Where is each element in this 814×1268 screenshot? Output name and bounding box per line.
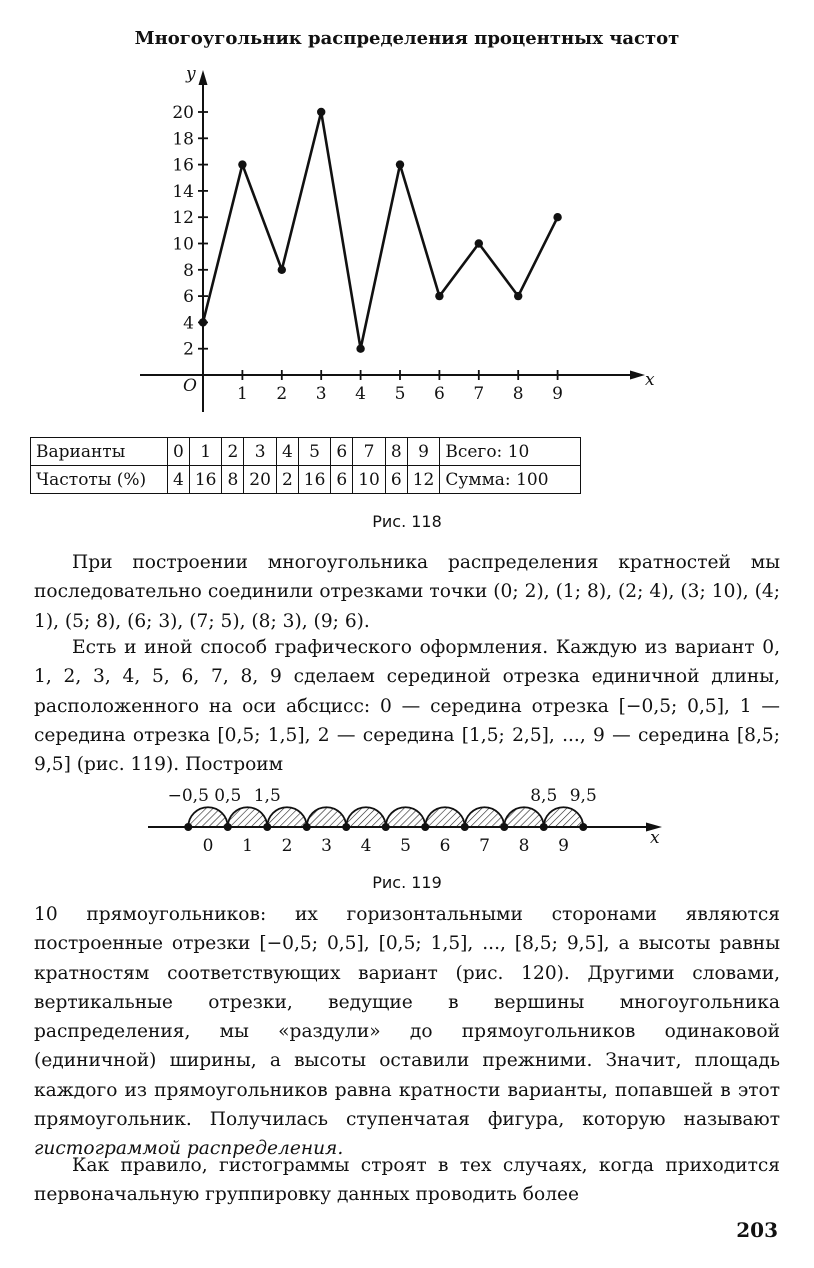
half-disc [228, 807, 268, 827]
endpoint-dot [500, 823, 508, 831]
endpoint-dot [579, 823, 587, 831]
number-line-x-label: x [650, 828, 660, 848]
table-cell: 16 [189, 466, 222, 494]
paragraph-1: При построении многоугольника распределения кратностей мы последовательно соединили отрезками точки (0; 2), (1; 8), (2; 4), (3; 10), (4; 1), (5; 8), (6; 3), (7; 5), (8; 3), (9; 6). [34, 552, 780, 632]
table-cell: 8 [222, 466, 244, 494]
endpoint-dot [421, 823, 429, 831]
y-tick-label: 18 [172, 129, 194, 150]
y-tick-label: 2 [183, 339, 194, 360]
half-disc [465, 807, 505, 827]
number-line-label: 4 [360, 836, 372, 856]
table-cell: 16 [298, 466, 331, 494]
x-tick-label: 4 [355, 384, 367, 404]
y-tick-label: 12 [172, 208, 194, 229]
endpoint-label: 9,5 [569, 786, 597, 806]
x-tick-label: 8 [512, 384, 524, 404]
number-line-label: 7 [479, 836, 490, 856]
endpoint-label: 8,5 [530, 786, 558, 806]
table-row-variants [31, 438, 581, 466]
table-cell: 1 [189, 438, 222, 466]
table-total: Сумма: 100 [440, 466, 581, 494]
y-tick-label: 16 [172, 155, 194, 176]
x-tick-label: 7 [473, 384, 485, 404]
half-disc [425, 807, 465, 827]
half-disc [346, 807, 386, 827]
endpoint-dot [540, 823, 548, 831]
paragraph-3-text: 10 прямоугольников: их горизонтальными сторонами являются построенные отрезки [−0,5; 0,5], [0,5; 1,5], ..., [8,5; 9,5], а высоты равны кратностям соответствующих вариант (рис. 120). Другими словами, вертикальные отрезки, ведущие в вершины многоугольника распределения, мы «раздули» до прямоугольников одинаковой (единичной) ширины, а высоты оставили прежними. Значит, площадь каждого из прямоугольников равна кратности варианты, попавшей в этот прямоугольник. Получилась ступенчатая фигура, которую называют [34, 904, 780, 1131]
endpoint-dot [224, 823, 232, 831]
number-line-figure [140, 782, 680, 862]
data-point [475, 239, 483, 247]
data-point [278, 266, 286, 274]
frequency-table [30, 437, 581, 494]
x-tick-label: 1 [236, 384, 248, 404]
data-point [199, 318, 207, 326]
y-tick-label: 6 [183, 287, 194, 308]
half-disc [504, 807, 544, 827]
half-disc [544, 807, 584, 827]
table-cell: 0 [168, 438, 190, 466]
y-axis-arrow [199, 70, 208, 85]
endpoint-dot [382, 823, 390, 831]
y-tick-label: 20 [172, 103, 194, 123]
half-disc [267, 807, 307, 827]
table-total: Всего: 10 [440, 438, 581, 466]
table-cell: 9 [407, 438, 440, 466]
y-axis-label: y [186, 64, 196, 84]
data-point [356, 345, 364, 353]
paragraph-4: Как правило, гистограммы строят в тех случаях, когда приходится первоначальную группировку данных проводить более [34, 1155, 780, 1206]
number-line-label: 0 [202, 836, 214, 856]
table-cell: 20 [244, 466, 277, 494]
table-cell: 2 [276, 466, 298, 494]
data-point [317, 108, 325, 116]
number-line-label: 5 [400, 836, 411, 856]
paragraph-2: Есть и иной способ графического оформления. Каждую из вариант 0, 1, 2, 3, 4, 5, 6, 7, 8, 9 сделаем серединой отрезка единичной длины, расположенного на оси абсцисс: 0 — середина отрезка [−0,5; 0,5], 1 — середина отрезка [0,5; 1,5], 2 — середина [1,5; 2,5], ..., 9 — середина [8,5; 9,5] (рис. 119). Построим [34, 637, 780, 776]
y-tick-label: 10 [172, 234, 194, 255]
x-tick-label: 5 [394, 384, 406, 404]
y-tick-label: 14 [172, 181, 194, 202]
half-disc [386, 807, 426, 827]
table-cell: 6 [385, 466, 407, 494]
x-axis-label: x [645, 370, 655, 390]
endpoint-label: −0,5 [167, 786, 209, 806]
x-tick-label: 6 [433, 384, 445, 404]
page-number: 203 [736, 1218, 778, 1242]
endpoint-dot [303, 823, 311, 831]
endpoint-label: 0,5 [214, 786, 242, 806]
table-cell: 7 [353, 438, 386, 466]
frequency-polygon-chart [130, 62, 660, 417]
table-row-header: Частоты (%) [31, 466, 168, 494]
table-cell: 4 [276, 438, 298, 466]
half-disc [188, 807, 228, 827]
x-tick-label: 3 [315, 384, 327, 404]
table-cell: 8 [385, 438, 407, 466]
table-cell: 6 [331, 438, 353, 466]
number-line-label: 3 [321, 836, 332, 856]
endpoint-dot [263, 823, 271, 831]
table-cell: 5 [298, 438, 331, 466]
table-cell: 4 [168, 466, 190, 494]
half-disc [307, 807, 347, 827]
x-tick-label: 9 [552, 384, 564, 404]
table-row-frequencies [31, 466, 581, 494]
term-histogram: гистограммой распределения. [34, 1138, 344, 1160]
data-point [396, 160, 404, 168]
series-line [203, 112, 558, 349]
table-cell: 6 [331, 466, 353, 494]
table-cell: 10 [353, 466, 386, 494]
endpoint-dot [184, 823, 192, 831]
number-line-label: 6 [439, 836, 451, 856]
endpoint-label: 1,5 [253, 786, 281, 806]
data-point [238, 160, 246, 168]
x-axis-arrow [630, 371, 645, 380]
data-point [435, 292, 443, 300]
data-point [553, 213, 561, 221]
table-cell: 12 [407, 466, 440, 494]
x-tick-label: 2 [276, 384, 288, 404]
paragraph-3 [34, 900, 780, 1164]
number-line-label: 2 [281, 836, 293, 856]
table-cell: 3 [244, 438, 277, 466]
figure-118-caption: Рис. 118 [372, 512, 442, 531]
endpoint-dot [461, 823, 469, 831]
table-row-header: Варианты [31, 438, 168, 466]
data-point [514, 292, 522, 300]
number-line-label: 1 [242, 836, 253, 856]
number-line-label: 9 [558, 836, 569, 856]
number-line-label: 8 [518, 836, 530, 856]
origin-label: O [183, 376, 197, 396]
y-tick-label: 8 [183, 260, 194, 281]
endpoint-dot [342, 823, 350, 831]
table-cell: 2 [222, 438, 244, 466]
figure-118-title: Многоугольник распределения процентных частот [134, 28, 680, 49]
y-tick-label: 4 [183, 313, 194, 334]
figure-119-caption: Рис. 119 [372, 873, 442, 892]
